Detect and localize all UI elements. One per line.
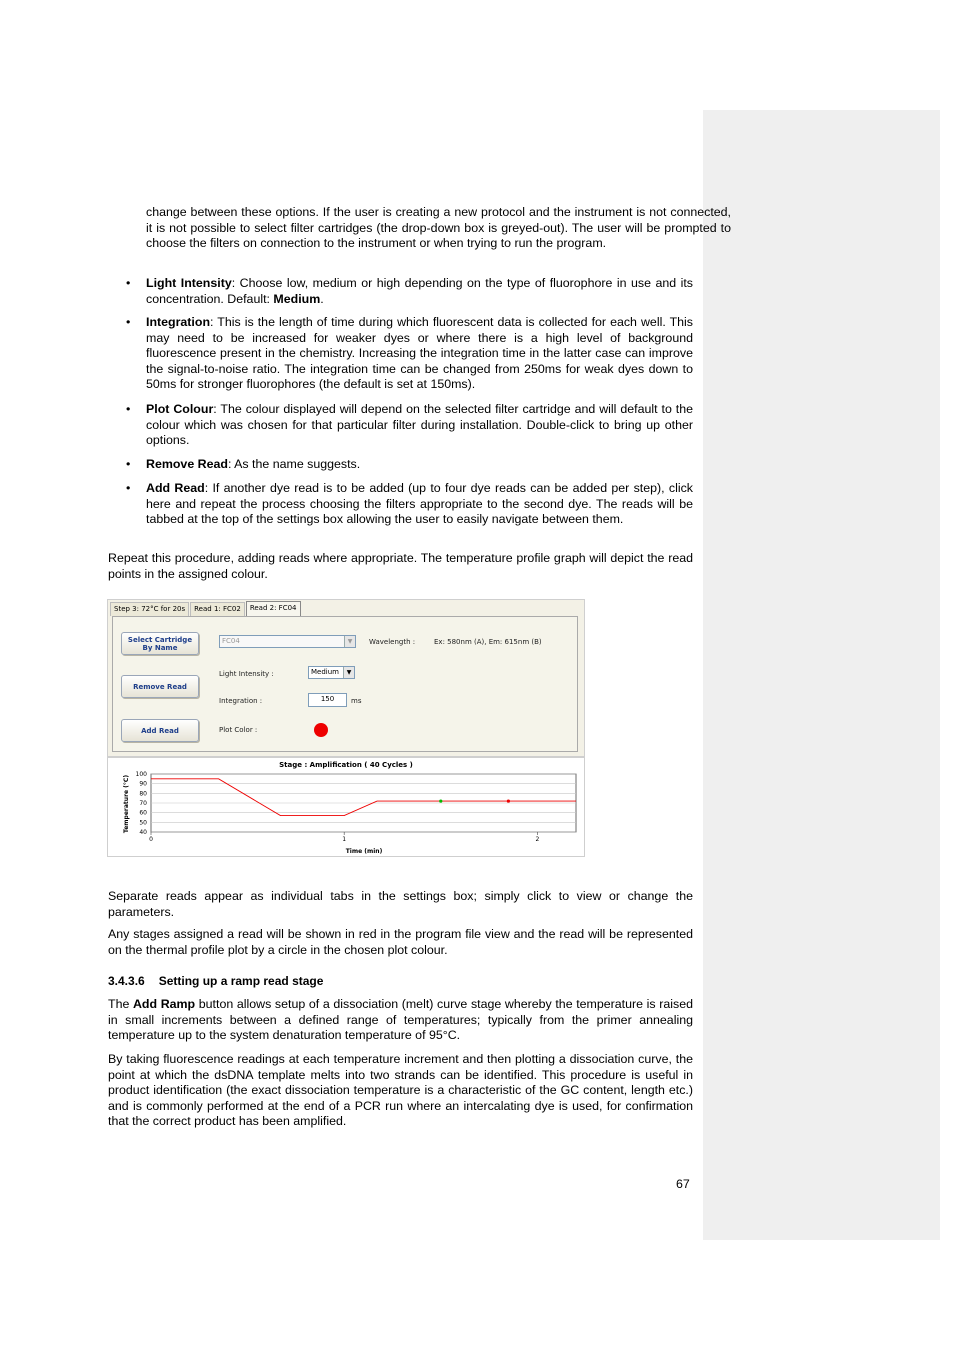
integration-label: Integration : bbox=[219, 697, 263, 705]
cartridge-dropdown[interactable] bbox=[219, 635, 356, 648]
section-number: 3.4.3.6 bbox=[108, 974, 145, 988]
chevron-down-icon: ▼ bbox=[343, 667, 354, 678]
light-intensity-value: Medium bbox=[311, 668, 339, 676]
ramp-text-post: button allows setup of a dissociation (melt) curve stage whereby the temperature is raised in small increments between a defined range of temperatures; typically from the primer annealing temperature up to the system denaturation temperature of 95°C. bbox=[108, 997, 693, 1043]
bullet-plot-colour bbox=[108, 402, 693, 449]
cartridge-value: FC04 bbox=[222, 637, 240, 645]
wavelength-label: Wavelength : bbox=[369, 638, 416, 646]
bullet-text: : If another dye read is to be added (up to four dye reads can be added per step), click here and repeat the process choosing the filters appropriate to the second dye. The reads will be tabbed at the top of the settings box allowing the user to easily navigate between them. bbox=[146, 481, 694, 527]
bullet-remove-read bbox=[108, 457, 693, 473]
bullet-dot: • bbox=[126, 481, 131, 495]
light-intensity-dropdown[interactable] bbox=[308, 666, 355, 679]
page-number: 67 bbox=[676, 1177, 690, 1191]
default-value: Medium bbox=[273, 291, 321, 306]
comment-margin bbox=[703, 110, 940, 1240]
wavelength-value: Ex: 580nm (A), Em: 615nm (B) bbox=[434, 638, 542, 646]
bullet-text: : As the name suggests. bbox=[227, 457, 361, 471]
y-tick-label: 70 bbox=[139, 800, 147, 807]
bullet-term: Remove Read bbox=[146, 457, 228, 471]
tab-read-1[interactable]: Read 1: FC02 bbox=[190, 602, 245, 616]
y-tick-label: 50 bbox=[139, 819, 147, 827]
settings-screenshot bbox=[107, 599, 585, 857]
chart-title: Stage : Amplification ( 40 Cycles ) bbox=[279, 761, 413, 769]
bullet-integration bbox=[108, 315, 693, 393]
paragraph-intro: change between these options. If the user is creating a new protocol and the instrument is not connected, it is not possible to select filter cartridges (the drop-down box is greyed-out). The user will be prompted to choose the filters on connection to the instrument or when trying to run the program. bbox=[146, 205, 731, 251]
read-tabs bbox=[110, 602, 302, 616]
section-title: Setting up a ramp read stage bbox=[158, 974, 324, 988]
ramp-text-pre: The bbox=[108, 997, 133, 1011]
temperature-profile-graph bbox=[107, 757, 585, 857]
plot-color-swatch[interactable] bbox=[314, 723, 328, 737]
paragraph-separate: Separate reads appear as individual tabs in the settings box; simply click to view or change the parameters. bbox=[108, 889, 693, 919]
bullet-text: : The colour displayed will depend on the selected filter cartridge and will default to the colour which was chosen for that particular filter during installation. Double-click to bring up other options. bbox=[146, 402, 693, 448]
plot-color-label: Plot Color : bbox=[219, 726, 258, 734]
temperature-chart bbox=[108, 758, 584, 856]
integration-unit: ms bbox=[351, 697, 362, 705]
read-point-marker bbox=[439, 799, 442, 802]
tab-step-3[interactable]: Step 3: 72°C for 20s bbox=[110, 602, 189, 616]
settings-panel bbox=[112, 616, 578, 752]
add-read-button[interactable]: Add Read bbox=[121, 719, 199, 742]
light-intensity-label: Light Intensity : bbox=[219, 670, 274, 678]
bullet-dot: • bbox=[126, 402, 131, 416]
bullet-term: Integration bbox=[146, 315, 211, 329]
bullet-text: : Choose low, medium or high depending on the type of fluorophore in use and its concentration. Default: bbox=[146, 276, 693, 306]
y-tick-label: 60 bbox=[139, 809, 147, 817]
read-point-marker bbox=[507, 799, 510, 802]
bullet-term: Add Read bbox=[146, 481, 205, 495]
y-tick-label: 40 bbox=[139, 829, 147, 836]
y-axis-label: Temperature (°C) bbox=[123, 774, 130, 834]
bullet-dot: • bbox=[126, 457, 131, 471]
add-ramp-term: Add Ramp bbox=[132, 997, 196, 1011]
x-tick-label: 1 bbox=[342, 836, 347, 843]
x-tick-label: 0 bbox=[149, 836, 153, 843]
y-tick-label: 90 bbox=[139, 780, 147, 788]
bullet-term: Light Intensity bbox=[146, 276, 232, 290]
bullet-dot: • bbox=[126, 276, 131, 290]
paragraph-any-stages: Any stages assigned a read will be shown in red in the program file view and the read will be represented on the thermal profile plot by a circle in the chosen plot colour. bbox=[108, 927, 693, 957]
bullet-text: : This is the length of time during which fluorescent data is collected for each well. This may need to be increased for weaker dyes or where there is a high level of background fluorescence present in the chemistry. Increasing the integration time in the latter case can improve the signal-to-noise ratio. The integration time can be changed from 250ms for weak dyes down to 50ms for stronger fluorophores (the default is set at 150ms). bbox=[146, 315, 693, 392]
y-tick-label: 80 bbox=[139, 790, 147, 798]
y-tick-label: 100 bbox=[135, 771, 147, 778]
chevron-down-icon: ▼ bbox=[344, 636, 355, 647]
tab-read-2[interactable]: Read 2: FC04 bbox=[246, 601, 301, 616]
paragraph-add-ramp bbox=[108, 997, 693, 1044]
select-cartridge-button[interactable]: Select Cartridge By Name bbox=[121, 632, 199, 655]
integration-input[interactable]: 150 bbox=[308, 693, 347, 707]
paragraph-repeat: Repeat this procedure, adding reads where appropriate. The temperature profile graph will depict the read points in the assigned colour. bbox=[108, 551, 693, 581]
paragraph-fluorescence: By taking fluorescence readings at each temperature increment and then plotting a dissociation curve, the point at which the dsDNA template melts into two strands can be identified. This procedure is useful in product identification (the exact dissociation temperature is a characteristic of the GC content, length etc.) and is commonly performed at the end of a PCR run where an intercalating dye is used, for confirmation that the correct product has been amplified. bbox=[108, 1052, 693, 1129]
bullet-term: Plot Colour bbox=[146, 402, 214, 416]
bullet-dot: • bbox=[126, 315, 131, 329]
bullet-text-end: . bbox=[320, 291, 324, 306]
remove-read-button[interactable]: Remove Read bbox=[121, 675, 199, 698]
bullet-light-intensity bbox=[108, 276, 693, 307]
section-heading bbox=[108, 974, 693, 990]
read-settings-box bbox=[107, 599, 585, 757]
bullet-add-read bbox=[108, 481, 693, 528]
x-tick-label: 2 bbox=[535, 836, 540, 843]
x-axis-label: Time (min) bbox=[345, 848, 383, 855]
